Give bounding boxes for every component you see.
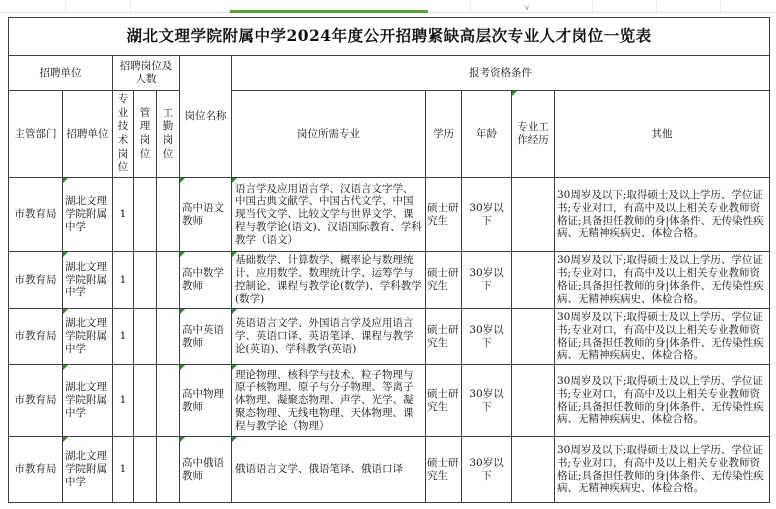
cell-degree: 硕士研究生 bbox=[426, 178, 462, 252]
cell-labor-count bbox=[157, 178, 180, 252]
cell-age: 30岁以下 bbox=[462, 309, 512, 365]
error-marker-icon bbox=[232, 365, 237, 370]
cell-post-text: 高中语文教师 bbox=[182, 201, 224, 227]
error-marker-icon bbox=[180, 437, 185, 442]
header-post-count-group bbox=[113, 56, 180, 91]
cell-major bbox=[232, 309, 426, 365]
cell-unit bbox=[63, 252, 113, 309]
header-labor-post bbox=[157, 91, 180, 178]
header-major: 岗位所需专业 bbox=[232, 91, 426, 178]
cell-experience bbox=[512, 252, 555, 309]
header-unit: 招聘单位 bbox=[63, 91, 113, 178]
cell-tech-count: 1 bbox=[113, 309, 134, 365]
cell-unit-text: 湖北文理学院附属中学 bbox=[65, 381, 107, 419]
cell-tech-count: 1 bbox=[113, 252, 134, 309]
cell-post-name bbox=[180, 309, 232, 365]
cell-major-text: 基础数学、计算数学、概率论与数理统计、应用数学、数理统计学、运筹学与控制论、课程与教学论(数学)、学科教学(数学) bbox=[235, 254, 422, 305]
cell-unit-text: 湖北文理学院附属中学 bbox=[65, 450, 107, 488]
table-row bbox=[9, 252, 770, 309]
cell-unit-text: 湖北文理学院附属中学 bbox=[65, 195, 107, 233]
cell-degree: 硕士研究生 bbox=[426, 252, 462, 309]
cell-other: 30周岁及以下;取得硕士及以上学历、学位证书;专业对口，有高中及以上相关专业教师资格证;具备担任教师的身|体条件、无传染性疾病、无精神疾病史、体检合格。 bbox=[555, 252, 770, 309]
cell-tech-count: 1 bbox=[113, 365, 134, 437]
cursor-glyph-icon: ∨ bbox=[524, 3, 530, 12]
table-row bbox=[9, 437, 770, 503]
column-gridline-tick bbox=[656, 0, 657, 12]
cell-major bbox=[232, 437, 426, 503]
table-row bbox=[9, 309, 770, 365]
cell-degree: 硕士研究生 bbox=[426, 437, 462, 503]
cell-tech-count: 1 bbox=[113, 437, 134, 503]
header-recruit-unit-group: 招聘单位 bbox=[9, 56, 113, 91]
error-marker-icon bbox=[63, 437, 68, 442]
column-gridline-tick bbox=[720, 0, 721, 12]
header-age: 年龄 bbox=[462, 91, 512, 178]
cell-major bbox=[232, 365, 426, 437]
page-title: 湖北文理学院附属中学2024年度公开招聘紧缺高层次专业人才岗位一览表 bbox=[9, 18, 770, 56]
cell-mgmt-count bbox=[134, 365, 157, 437]
error-marker-icon bbox=[180, 365, 185, 370]
error-marker-icon bbox=[232, 252, 237, 257]
cell-post-text: 高中俄语教师 bbox=[182, 456, 224, 482]
cell-age: 30岁以下 bbox=[462, 437, 512, 503]
header-tech-post bbox=[113, 91, 134, 178]
cell-unit-text: 湖北文理学院附属中学 bbox=[65, 317, 107, 355]
header-post-name: 岗位名称 bbox=[180, 56, 232, 178]
cell-mgmt-count bbox=[134, 437, 157, 503]
cell-experience bbox=[512, 309, 555, 365]
cell-unit bbox=[63, 365, 113, 437]
header-mgmt-post bbox=[134, 91, 157, 178]
header-labor-post-label: 工勤岗位 bbox=[162, 106, 174, 160]
cell-post-name bbox=[180, 437, 232, 503]
table-row bbox=[9, 178, 770, 252]
error-marker-icon bbox=[180, 252, 185, 257]
cell-mgmt-count bbox=[134, 178, 157, 252]
cell-major-text: 英语语言文学、外国语言学及应用语言学、英语口译、英语笔译、课程与教学论(英语)、学科教学(英语) bbox=[235, 317, 414, 355]
cell-post-text: 高中英语教师 bbox=[182, 323, 224, 349]
header-dept: 主管部门 bbox=[9, 91, 63, 178]
column-gridline-tick bbox=[470, 0, 471, 12]
cell-major bbox=[232, 252, 426, 309]
cell-unit-text: 湖北文理学院附属中学 bbox=[65, 260, 107, 299]
column-gridline-tick bbox=[592, 0, 593, 12]
header-degree: 学历 bbox=[426, 91, 462, 178]
header-other: 其他 bbox=[555, 91, 770, 178]
cell-mgmt-count bbox=[134, 252, 157, 309]
error-marker-icon bbox=[232, 437, 237, 442]
cell-labor-count bbox=[157, 309, 180, 365]
cell-major-text: 俄语语言文学、俄语笔译、俄语口译 bbox=[235, 463, 403, 476]
cell-experience bbox=[512, 437, 555, 503]
cell-dept: 市教育局 bbox=[9, 365, 63, 437]
cell-other: 30周岁及以下;取得硕士及以上学历、学位证书;专业对口，有高中及以上相关专业教师资格证;具备担任教师的身|体条件、无传染性疾病、无精神疾病史、体检合格。 bbox=[555, 365, 770, 437]
error-marker-icon bbox=[512, 91, 517, 96]
header-post-count-label: 招聘岗位及人数 bbox=[119, 60, 173, 85]
cell-mgmt-count bbox=[134, 309, 157, 365]
error-marker-icon bbox=[63, 178, 68, 183]
error-marker-icon bbox=[232, 309, 237, 314]
cell-post-name bbox=[180, 178, 232, 252]
header-qualification-group: 报考资格条件 bbox=[232, 56, 770, 91]
cell-unit bbox=[63, 178, 113, 252]
error-marker-icon bbox=[63, 365, 68, 370]
cell-age: 30岁以下 bbox=[462, 252, 512, 309]
cell-dept: 市教育局 bbox=[9, 178, 63, 252]
column-gridline-tick bbox=[65, 0, 66, 12]
cell-post-name bbox=[180, 365, 232, 437]
header-mgmt-post-label: 管理岗位 bbox=[139, 106, 151, 160]
cell-major-text: 理论物理、核科学与技术、粒子物理与原子核物理、原子与分子物理、等离子体物理、凝聚态物理、声学、光学、凝聚态物理、无线电物理、天体物理、课程与教学论（物理） bbox=[235, 368, 414, 432]
cell-post-name bbox=[180, 252, 232, 309]
cell-major bbox=[232, 178, 426, 252]
cell-dept: 市教育局 bbox=[9, 437, 63, 503]
cell-tech-count: 1 bbox=[113, 178, 134, 252]
cell-other: 30周岁及以下;取得硕士及以上学历、学位证书;专业对口，有高中及以上相关专业教师资格证;具备担任教师的身|体条件、无传染性疾病、无精神疾病史、体检合格。 bbox=[555, 309, 770, 365]
error-marker-icon bbox=[180, 178, 185, 183]
cell-labor-count bbox=[157, 365, 180, 437]
header-experience-label: 专业工作经历 bbox=[517, 121, 549, 146]
cell-major-text: 语言学及应用语言学、汉语言文字学、中国古典文献学、中国古代文学、中国现当代文学、比较文学与世界文学、课程与教学论(语文)、汉语国际教育、学科教学（语文） bbox=[235, 182, 422, 246]
cell-other: 30周岁及以下;取得硕士及以上学历、学位证书;专业对口，有高中及以上相关专业教师资格证;具备担任教师的身|体条件、无传染性疾病、无精神疾病史、体检合格。 bbox=[555, 437, 770, 503]
cell-degree: 硕士研究生 bbox=[426, 365, 462, 437]
cell-degree: 硕士研究生 bbox=[426, 309, 462, 365]
cell-experience bbox=[512, 365, 555, 437]
cell-dept: 市教育局 bbox=[9, 252, 63, 309]
cell-labor-count bbox=[157, 252, 180, 309]
column-gridline-tick bbox=[130, 0, 131, 12]
cell-dept: 市教育局 bbox=[9, 309, 63, 365]
cell-other: 30周岁及以下;取得硕士及以上学历、学位证书;专业对口，有高中及以上相关专业教师资格证;具备担任教师的身|体条件、无传染性疾病、无精神疾病史、体检合格。 bbox=[555, 178, 770, 252]
cell-age: 30岁以下 bbox=[462, 178, 512, 252]
cell-unit bbox=[63, 437, 113, 503]
header-experience bbox=[512, 91, 555, 178]
error-marker-icon bbox=[232, 178, 237, 183]
cell-labor-count bbox=[157, 437, 180, 503]
cell-post-text: 高中数学教师 bbox=[182, 267, 224, 292]
table-row bbox=[9, 365, 770, 437]
cell-unit bbox=[63, 309, 113, 365]
cell-post-text: 高中物理教师 bbox=[182, 387, 224, 413]
recruitment-table bbox=[8, 17, 770, 503]
error-marker-icon bbox=[63, 252, 68, 257]
selection-green-bar bbox=[230, 10, 428, 13]
cell-age: 30岁以下 bbox=[462, 365, 512, 437]
error-marker-icon bbox=[63, 309, 68, 314]
error-marker-icon bbox=[180, 309, 185, 314]
cell-experience bbox=[512, 178, 555, 252]
header-tech-post-label: 专业技术岗位 bbox=[117, 93, 129, 174]
